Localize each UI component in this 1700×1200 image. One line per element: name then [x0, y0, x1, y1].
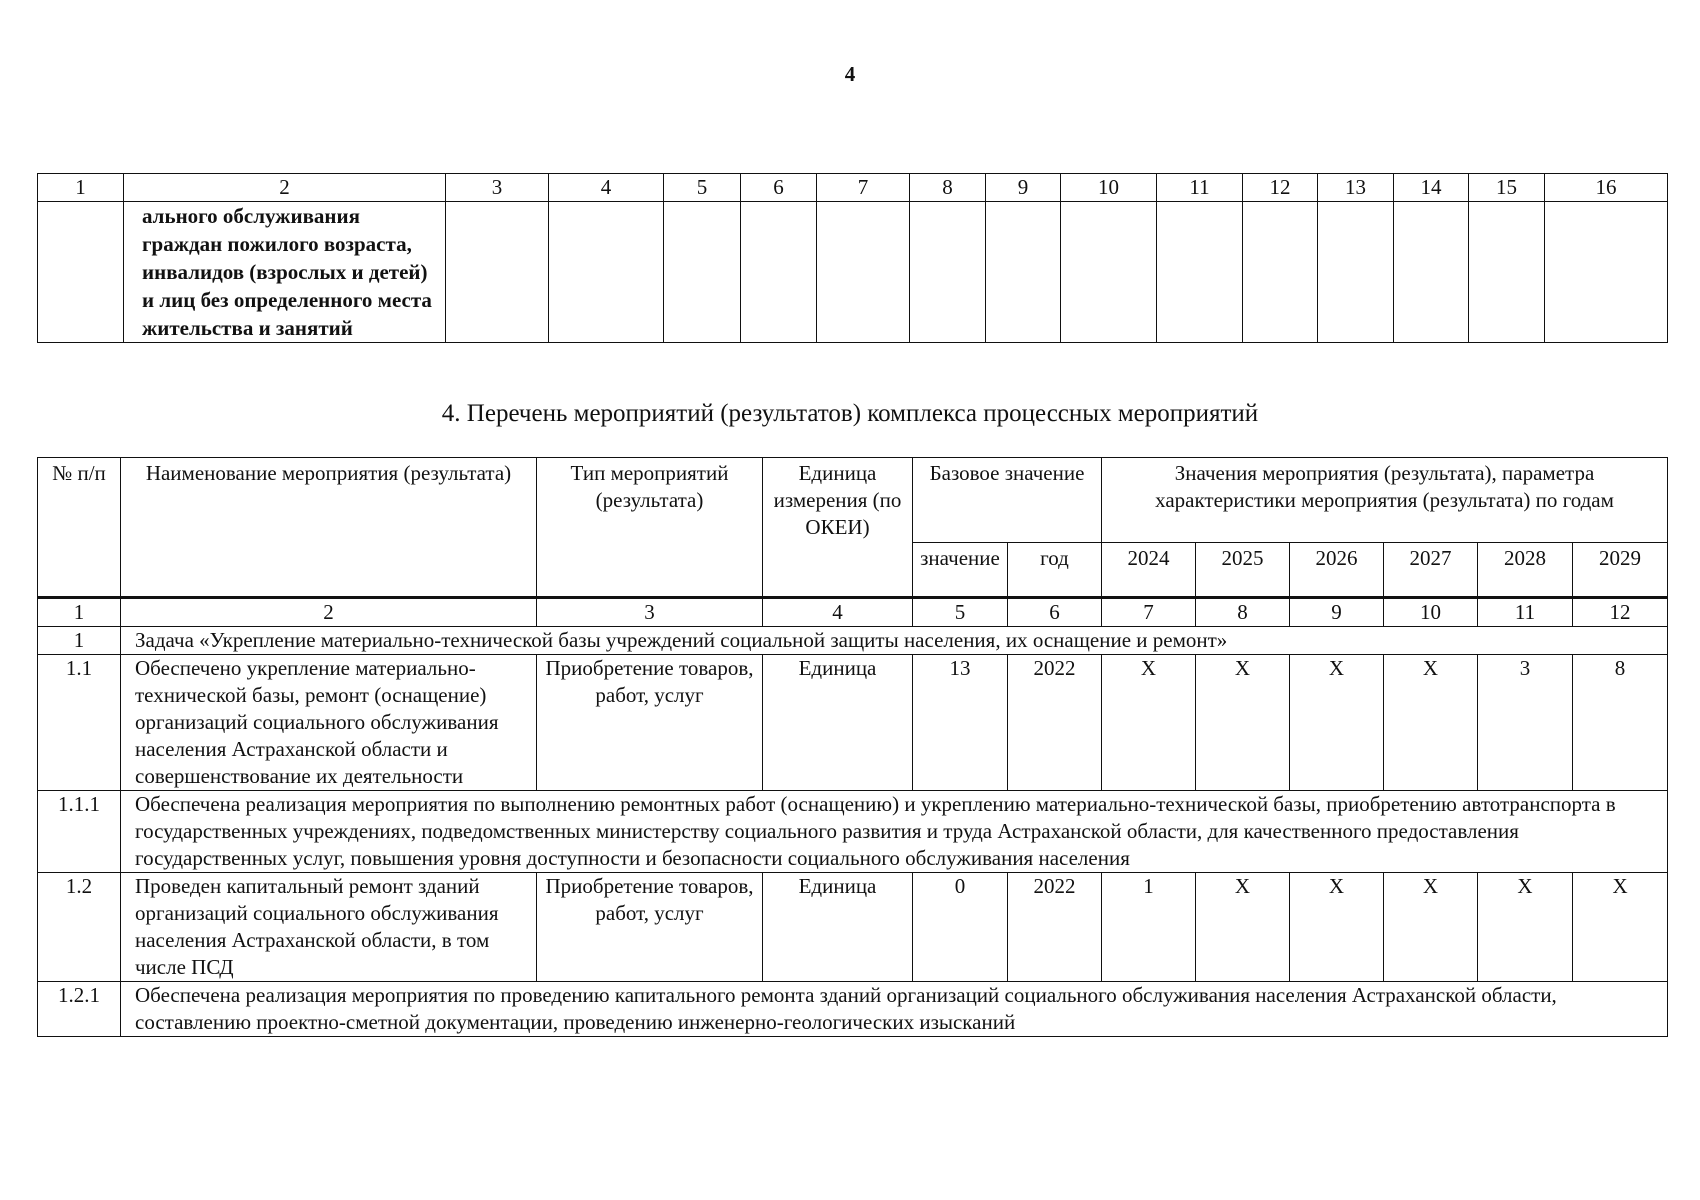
base-value: 13: [913, 655, 1008, 791]
column-number: 2: [121, 598, 537, 627]
column-number: 2: [124, 174, 446, 202]
column-number: 3: [446, 174, 549, 202]
column-number: 16: [1545, 174, 1668, 202]
task-text: Задача «Укрепление материально-технической базы учреждений социальной защиты населения, их оснащение и ремонт»: [121, 627, 1668, 655]
event-type: Приобретение товаров, работ, услуг: [537, 655, 763, 791]
column-number: 4: [549, 174, 664, 202]
table-row: [38, 791, 1668, 873]
column-number: 10: [1061, 174, 1157, 202]
column-number: 1: [38, 174, 124, 202]
header-year: 2028: [1478, 543, 1573, 598]
event-unit: Единица: [763, 873, 913, 982]
events-table: [37, 457, 1668, 1037]
header-base-value: значение: [913, 543, 1008, 598]
column-number: 6: [741, 174, 817, 202]
subevent-text: Обеспечена реализация мероприятия по выполнению ремонтных работ (оснащению) и укреплению материально-технической базы, приобретению автотранспорта в государственных учреждениях, подведомственных министерству социального развития и труда Астраханской области, для качественного предоставления государственных услуг, повышения уровня доступности и безопасности социального обслуживания населения: [121, 791, 1668, 873]
year-value: X: [1478, 873, 1573, 982]
table-row: [38, 873, 1668, 982]
header-row: [38, 458, 1668, 543]
column-number: 1: [38, 598, 121, 627]
year-value: X: [1573, 873, 1668, 982]
header-base: Базовое значение: [913, 458, 1102, 543]
table-row: [38, 655, 1668, 791]
column-number: 9: [1290, 598, 1384, 627]
column-number: 12: [1243, 174, 1318, 202]
year-value: X: [1384, 873, 1478, 982]
row-number: 1.1.1: [38, 791, 121, 873]
year-value: X: [1102, 655, 1196, 791]
table-row: [38, 982, 1668, 1037]
column-number: 3: [537, 598, 763, 627]
column-number: 11: [1157, 174, 1243, 202]
task-row: [38, 627, 1668, 655]
header-year: 2024: [1102, 543, 1196, 598]
column-number: 14: [1394, 174, 1469, 202]
column-number: 8: [910, 174, 986, 202]
column-number: 8: [1196, 598, 1290, 627]
page-number: 4: [844, 62, 856, 86]
event-name: Проведен капитальный ремонт зданий организаций социального обслуживания населения Астраханской области, в том числе ПСД: [121, 873, 537, 982]
year-value: X: [1384, 655, 1478, 791]
event-name: Обеспечено укрепление материально-технической базы, ремонт (оснащение) организаций социального обслуживания населения Астраханской области и совершенствование их деятельности: [121, 655, 537, 791]
section-title: 4. Перечень мероприятий (результатов) комплекса процессных мероприятий: [441, 400, 1259, 427]
column-number: 7: [1102, 598, 1196, 627]
column-number: 6: [1008, 598, 1102, 627]
header-values-by-year: Значения мероприятия (результата), параметра характеристики мероприятия (результата) по годам: [1102, 458, 1668, 543]
continuation-text: ального обслуживания граждан пожилого возраста, инвалидов (взрослых и детей) и лиц без определенного места жительства и занятий: [124, 202, 446, 343]
column-number: 4: [763, 598, 913, 627]
column-number-row: [38, 598, 1668, 627]
column-number: 13: [1318, 174, 1394, 202]
column-number: 5: [664, 174, 741, 202]
header-unit: Единица измерения (по ОКЕИ): [763, 458, 913, 598]
year-value: X: [1196, 873, 1290, 982]
year-value: 8: [1573, 655, 1668, 791]
subevent-text: Обеспечена реализация мероприятия по проведению капитального ремонта зданий организаций социального обслуживания населения Астраханской области, составлению проектно-сметной документации, проведению инженерно-геологических изысканий: [121, 982, 1668, 1037]
year-value: 3: [1478, 655, 1573, 791]
header-year: 2025: [1196, 543, 1290, 598]
header-num: № п/п: [38, 458, 121, 598]
year-value: X: [1290, 655, 1384, 791]
column-number: 7: [817, 174, 910, 202]
header-base-year: год: [1008, 543, 1102, 598]
base-value: 0: [913, 873, 1008, 982]
header-type: Тип мероприятий (результата): [537, 458, 763, 598]
row-number: 1.2.1: [38, 982, 121, 1037]
header-name: Наименование мероприятия (результата): [121, 458, 537, 598]
header-year: 2026: [1290, 543, 1384, 598]
base-year: 2022: [1008, 873, 1102, 982]
column-number: 11: [1478, 598, 1573, 627]
event-type: Приобретение товаров, работ, услуг: [537, 873, 763, 982]
column-number: 12: [1573, 598, 1668, 627]
base-year: 2022: [1008, 655, 1102, 791]
column-number: 10: [1384, 598, 1478, 627]
year-value: 1: [1102, 873, 1196, 982]
row-number: 1.1: [38, 655, 121, 791]
year-value: X: [1196, 655, 1290, 791]
header-year: 2029: [1573, 543, 1668, 598]
header-year: 2027: [1384, 543, 1478, 598]
column-number: 15: [1469, 174, 1545, 202]
row-number: 1.2: [38, 873, 121, 982]
column-number: 5: [913, 598, 1008, 627]
table-row: [38, 202, 1668, 343]
row-number: 1: [38, 627, 121, 655]
year-value: X: [1290, 873, 1384, 982]
continuation-table: [37, 173, 1668, 343]
column-number: 9: [986, 174, 1061, 202]
column-number-row: [38, 174, 1668, 202]
event-unit: Единица: [763, 655, 913, 791]
